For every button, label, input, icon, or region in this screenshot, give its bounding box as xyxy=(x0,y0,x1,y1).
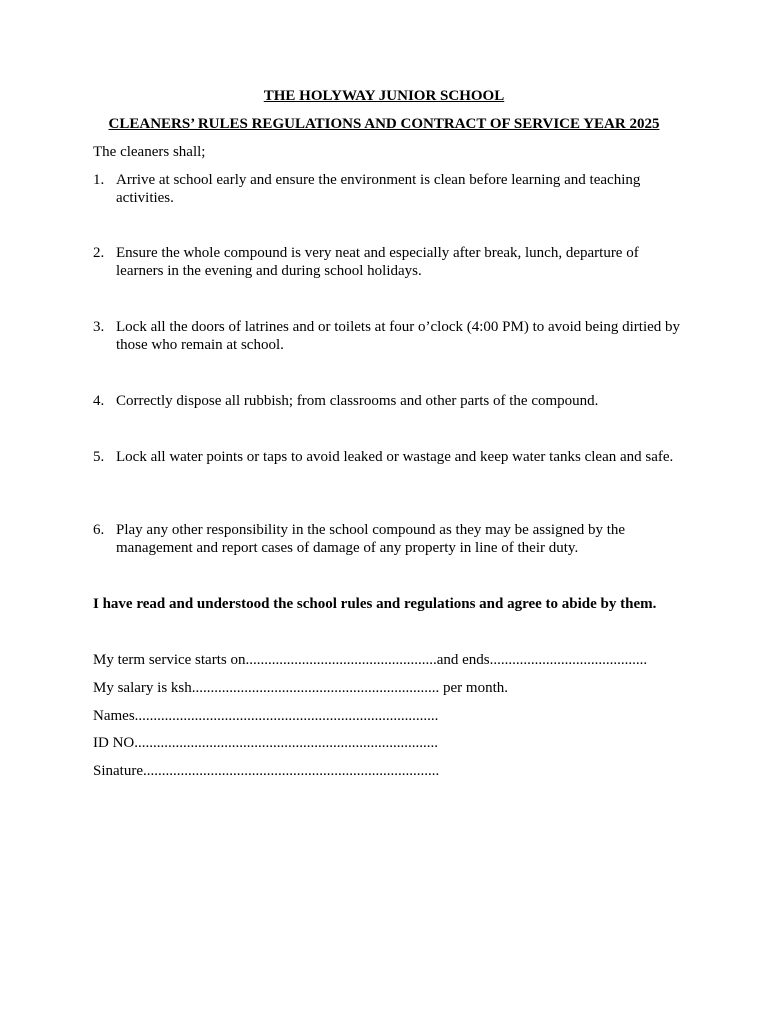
rule-text: Correctly dispose all rubbish; from classrooms and other parts of the compound. xyxy=(116,393,599,409)
rule-number: 2. xyxy=(93,245,105,261)
names-field: Names................................................................................. xyxy=(93,708,439,724)
rule-number: 3. xyxy=(93,319,105,335)
rule-text: Lock all the doors of latrines and or toilets at four o’clock (4:00 PM) to avoid being dirtied by those who remain at school. xyxy=(116,319,681,353)
rule-item xyxy=(93,448,683,466)
rule-text: Ensure the whole compound is very neat and especially after break, lunch, departure of learners in the evening and during school holidays. xyxy=(116,245,639,279)
agreement-statement: I have read and understood the school rules and regulations and agree to abide by them. xyxy=(93,596,657,612)
rule-number: 4. xyxy=(93,393,105,409)
rule-item xyxy=(93,392,683,410)
rule-number: 5. xyxy=(93,449,105,465)
signature-field: Sinature............................................................................... xyxy=(93,763,440,779)
rule-item xyxy=(93,318,683,354)
term-service-field: My term service starts on...................................................and ends.......................................... xyxy=(93,652,648,668)
rule-item xyxy=(93,521,683,557)
salary-field: My salary is ksh.................................................................. per month. xyxy=(93,680,508,696)
rule-item xyxy=(93,244,683,280)
contract-subtitle: CLEANERS’ RULES REGULATIONS AND CONTRACT OF SERVICE YEAR 2025 xyxy=(108,116,660,132)
intro-text: The cleaners shall; xyxy=(93,144,206,160)
school-title: THE HOLYWAY JUNIOR SCHOOL xyxy=(263,88,505,104)
rule-number: 1. xyxy=(93,172,105,188)
rule-item xyxy=(93,171,683,207)
rule-text: Play any other responsibility in the school compound as they may be assigned by the management and report cases of damage of any property in line of their duty. xyxy=(116,522,626,556)
rule-text: Lock all water points or taps to avoid leaked or wastage and keep water tanks clean and safe. xyxy=(116,449,674,465)
rule-text: Arrive at school early and ensure the environment is clean before learning and teaching activities. xyxy=(116,172,641,206)
rule-number: 6. xyxy=(93,522,105,538)
id-no-field: ID NO................................................................................. xyxy=(93,735,438,751)
